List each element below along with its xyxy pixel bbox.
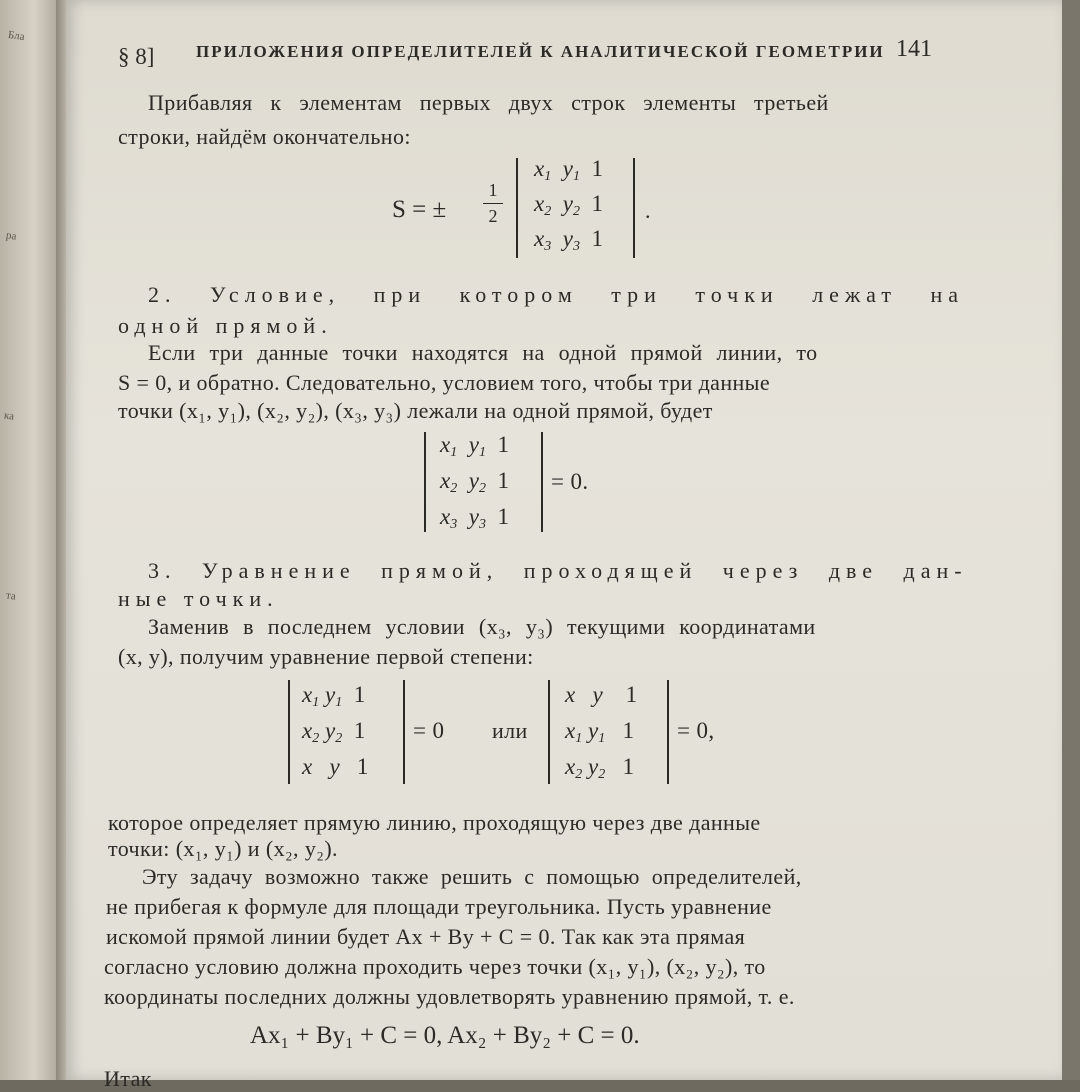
section-heading: ные точки. (118, 586, 279, 611)
determinant-bar-left (288, 680, 290, 784)
cut-off-line: Итак (104, 1066, 152, 1091)
section-heading: одной прямой. (118, 313, 333, 338)
determinant-bar-left (424, 432, 426, 532)
paragraph-line: точки: (x₁, y₁) и (x₂, y₂). (108, 836, 338, 861)
determinant-bar-right (633, 158, 635, 258)
det-row-2: $x_2$ $y_2$ 1 (440, 468, 509, 496)
det-row-1: x y 1 (565, 682, 638, 707)
determinant-bar-right (541, 432, 543, 532)
det-row-2: $x_2$ $y_2$ 1 (534, 191, 603, 219)
fraction-denominator: 2 (488, 206, 498, 226)
word-or: или (492, 718, 528, 743)
formula-lhs: S = ± (392, 196, 447, 223)
left-page-fragment: ка (3, 409, 15, 423)
paragraph-line: Если три данные точки находятся на одной прямой линии, то (148, 340, 818, 365)
equation-tail: = 0. (551, 469, 589, 494)
paragraph-line: (x, y), получим уравнение первой степени: (118, 644, 534, 669)
det-row-1: $x_1$ $y_1$ 1 (302, 682, 366, 710)
left-page-fragment: Бла (7, 28, 26, 44)
section-heading: 3. Уравнение прямой, проходящей через две дан- (148, 558, 968, 583)
determinant-bar-right (403, 680, 405, 784)
paragraph-line: точки (x₁, y₁), (x₂, y₂), (x₃, y₃) лежали на одной прямой, будет (118, 398, 713, 423)
paragraph-line: Заменив в последнем условии (x₃, y₃) текущими координатами (148, 614, 816, 639)
paragraph-line: искомой прямой линии будет Ax + By + C = 0. Так как эта прямая (106, 924, 746, 949)
paragraph-line: координаты последних должны удовлетворять уравнению прямой, т. е. (104, 984, 795, 1009)
fraction-half (483, 180, 503, 227)
table-background (1062, 0, 1080, 1080)
final-equation: Ax₁ + By₁ + C = 0, Ax₂ + By₂ + C = 0. (250, 1022, 640, 1049)
paragraph-line: S = 0, и обратно. Следовательно, условием того, чтобы три данные (118, 370, 771, 395)
det-row-1: $x_1$ $y_1$ 1 (440, 432, 509, 460)
det-row-2: $x_1$ $y_1$ 1 (565, 718, 634, 746)
section-heading: 2. Условие, при котором три точки лежат на (148, 282, 964, 307)
section-marker: § 8] (118, 44, 155, 69)
det-row-3: x y 1 (302, 754, 369, 779)
determinant-bar-right (667, 680, 669, 784)
equation-mid: = 0 (413, 718, 445, 743)
running-header-title: ПРИЛОЖЕНИЯ ОПРЕДЕЛИТЕЛЕЙ К АНАЛИТИЧЕСКОЙ ГЕОМЕТРИИ (196, 42, 885, 61)
left-page-fragment: ра (5, 229, 18, 243)
paragraph-line: согласно условию должна проходить через точки (x₁, y₁), (x₂, y₂), то (104, 954, 766, 979)
determinant-bar-left (548, 680, 550, 784)
left-page-edge (0, 0, 62, 1080)
det-row-3: $x_3$ $y_3$ 1 (440, 504, 509, 532)
paragraph-line: Прибавляя к элементам первых двух строк элементы третьей (148, 90, 829, 115)
det-row-3: $x_3$ $y_3$ 1 (534, 226, 603, 254)
equation-tail: = 0, (677, 718, 715, 743)
paragraph-line: которое определяет прямую линию, проходящую через две данные (108, 810, 761, 835)
paragraph-line: не прибегая к формуле для площади треугольника. Пусть уравнение (106, 894, 772, 919)
fraction-numerator: 1 (488, 180, 498, 200)
det-row-3: $x_2$ $y_2$ 1 (565, 754, 634, 782)
page-number: 141 (896, 36, 932, 62)
paragraph-line: строки, найдём окончательно: (118, 124, 411, 149)
paragraph-line: Эту задачу возможно также решить с помощью определителей, (142, 864, 802, 889)
det-row-2: $x_2$ $y_2$ 1 (302, 718, 366, 746)
det-row-1: $x_1$ $y_1$ 1 (534, 156, 603, 184)
determinant-bar-left (516, 158, 518, 258)
left-page-fragment: та (5, 589, 17, 603)
formula-period: . (645, 198, 651, 223)
